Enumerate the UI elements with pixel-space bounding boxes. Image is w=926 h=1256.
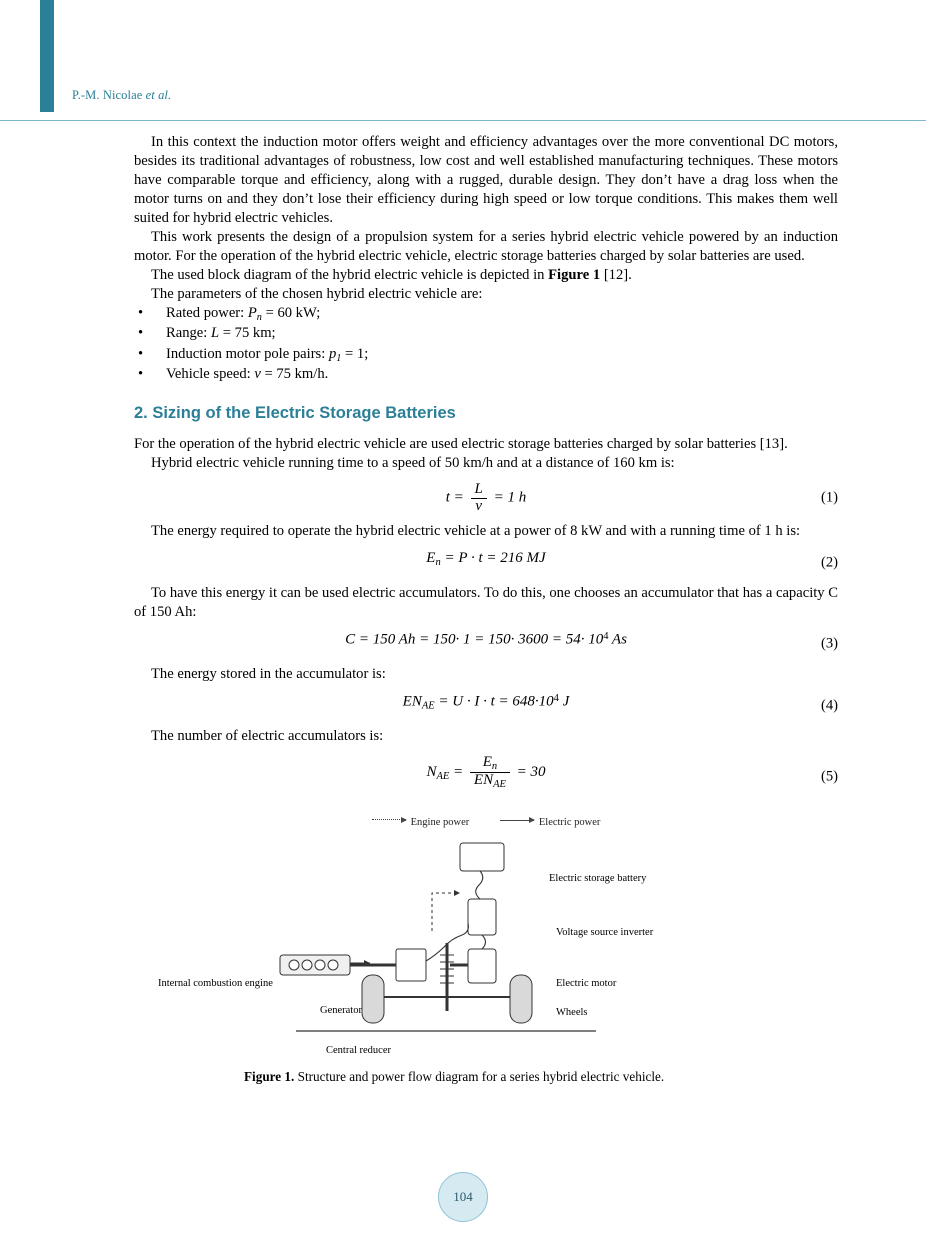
paragraph-4: The parameters of the chosen hybrid electric vehicle are:	[151, 285, 483, 302]
parameter-list	[134, 304, 838, 386]
eq1-rhs: = 1 h	[493, 489, 527, 506]
figure-reference: Figure 1	[548, 266, 601, 283]
list-item	[134, 345, 838, 366]
eq3-tail: As	[608, 631, 627, 648]
parameter-symbol: v	[254, 366, 261, 383]
paragraph-3	[134, 266, 838, 285]
eq5-denominator-symbol: EN	[473, 772, 494, 789]
equation-5-number: (5)	[820, 768, 838, 785]
running-head	[72, 88, 171, 103]
paragraph-8: To have this energy it can be used electric accumulators. To do this, one chooses an accumulator that has a capacity C of 150 Ah:	[134, 585, 838, 621]
eq5-denominator	[470, 772, 510, 790]
paragraph-3-pre: The used block diagram of the hybrid electric vehicle is depicted in	[151, 266, 549, 283]
label-central-reducer: Central reducer	[326, 1045, 392, 1057]
eq4-rhs: = U · I · t = 648·10	[434, 693, 554, 710]
eq4-lhs-sub: AE	[421, 700, 435, 712]
header-rule	[0, 120, 926, 121]
label-electric-motor: Electric motor	[556, 978, 617, 990]
eq5-numerator	[470, 755, 510, 772]
parameter-symbol: p	[328, 345, 337, 362]
running-head-etal: et al.	[145, 88, 172, 102]
legend-item-engine-power	[372, 817, 470, 828]
equation-3-body	[134, 631, 838, 649]
running-head-authors: P.-M. Nicolae	[72, 88, 143, 102]
equation-1-body	[134, 482, 838, 515]
equation-2	[134, 550, 838, 576]
eq5-fraction	[470, 755, 510, 790]
equation-4-body	[134, 693, 838, 712]
eq4-exponent: 4	[553, 693, 559, 705]
paragraph-7: The energy required to operate the hybrid electric vehicle at a power of 8 kW and with a running time of 1 h is:	[151, 523, 801, 540]
eq5-rhs: = 30	[516, 764, 546, 781]
dotted-arrow-icon	[372, 819, 406, 821]
header-accent-bar	[40, 0, 54, 112]
eq2-rhs: = P · t = 216 MJ	[440, 550, 546, 567]
eq5-lhs-sub: AE	[436, 771, 450, 783]
paragraph-9: The energy stored in the accumulator is:	[151, 666, 386, 683]
parameter-value: = 75 km;	[222, 325, 276, 342]
paragraph-3-post: [12].	[600, 266, 632, 283]
eq1-denominator: v	[471, 498, 487, 515]
equation-5	[134, 755, 838, 799]
eq1-lhs: t =	[445, 489, 464, 506]
eq4-lhs: EN	[402, 693, 422, 710]
list-item	[134, 304, 838, 325]
label-generator: Generator	[320, 1005, 362, 1017]
parameter-label: Rated power:	[166, 304, 245, 321]
parameter-symbol: P	[247, 304, 257, 321]
paragraph-6: Hybrid electric vehicle running time to a speed of 50 km/h and at a distance of 160 km is:	[151, 454, 675, 471]
eq5-numerator-symbol: E	[482, 754, 492, 771]
paragraph-5: For the operation of the hybrid electric vehicle are used electric storage batteries charged by solar batteries [13].	[134, 435, 788, 452]
list-item	[134, 324, 838, 345]
figure-caption	[244, 1069, 714, 1086]
eq5-equals: =	[449, 764, 464, 781]
parameter-label: Range:	[166, 325, 208, 342]
equation-4-number: (4)	[820, 697, 838, 714]
eq5-denominator-sub: AE	[493, 779, 506, 791]
parameter-symbol: L	[211, 325, 220, 342]
equation-2-body	[134, 550, 838, 568]
eq1-numerator: L	[474, 480, 483, 497]
parameter-value: = 75 km/h.	[264, 366, 329, 383]
figure-1	[134, 817, 838, 1107]
parameter-value: = 60 kW;	[265, 304, 321, 321]
eq5-lhs: N	[426, 764, 437, 781]
legend-label: Electric power	[538, 817, 601, 829]
equation-1-number: (1)	[820, 489, 838, 506]
paragraph-1: In this context the induction motor offers weight and efficiency advantages over the more conventional DC motors, besides its traditional advantages of robustness, low cost and well established manufacturing techniques. These motors have comparable torque and efficiency, along with a rugged, durable design. They don’t have a drag loss when the motor turns on and they don’t lose their efficiency during high speed or low torque conditions. This makes them well suited for hybrid electric vehicles.	[134, 134, 838, 226]
equation-3	[134, 631, 838, 657]
eq4-tail: J	[558, 693, 570, 710]
parameter-subscript: 1	[336, 352, 342, 364]
label-voltage-source-inverter: Voltage source inverter	[556, 927, 654, 939]
label-wheels: Wheels	[556, 1007, 588, 1019]
equation-4	[134, 693, 838, 719]
figure-legend	[134, 817, 838, 828]
paragraph-2: This work presents the design of a propulsion system for a series hybrid electric vehicle powered by an induction motor. For the operation of the hybrid electric vehicle, electric storage batteries charged by solar batteries are used.	[134, 228, 838, 264]
parameter-label: Induction motor pole pairs:	[166, 345, 326, 362]
eq5-numerator-sub: n	[491, 761, 498, 773]
equation-1	[134, 482, 838, 515]
section-heading-2: 2. Sizing of the Electric Storage Batteries	[134, 403, 456, 422]
eq3-text: C = 150 Ah = 150· 1 = 150· 3600 = 54· 10	[345, 631, 604, 648]
solid-arrow-icon	[500, 820, 534, 821]
figure-caption-label: Figure 1.	[244, 1069, 295, 1085]
parameter-subscript: n	[256, 311, 262, 323]
article-body	[134, 133, 838, 1107]
label-internal-combustion-engine: Internal combustion engine	[158, 978, 273, 990]
eq2-lhs-sub: n	[435, 557, 441, 569]
legend-label: Engine power	[410, 817, 470, 829]
parameter-label: Vehicle speed:	[166, 366, 251, 383]
eq2-lhs: E	[426, 550, 436, 567]
figure-caption-text: Structure and power flow diagram for a series hybrid electric vehicle.	[294, 1069, 665, 1085]
equation-5-body	[134, 755, 838, 790]
page-number-badge: 104	[438, 1172, 488, 1222]
eq3-exponent: 4	[603, 631, 609, 643]
equation-2-number: (2)	[820, 554, 838, 571]
legend-item-electric-power	[500, 817, 601, 828]
label-electric-storage-battery: Electric storage battery	[549, 873, 647, 885]
list-item	[134, 365, 838, 386]
hybrid-vehicle-block-diagram	[236, 835, 736, 1070]
paragraph-10: The number of electric accumulators is:	[151, 728, 384, 745]
parameter-value: = 1;	[345, 345, 369, 362]
eq1-fraction	[471, 482, 487, 515]
equation-3-number: (3)	[820, 635, 838, 652]
